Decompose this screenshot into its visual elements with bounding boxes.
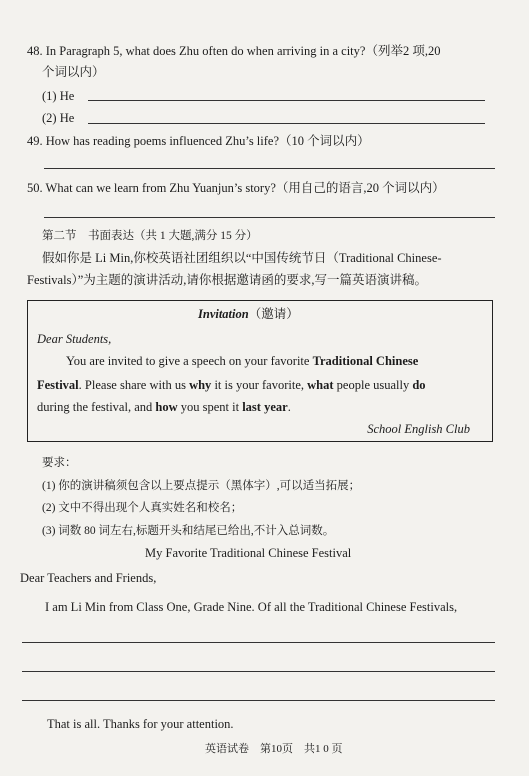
answer-50-line[interactable]	[44, 217, 495, 218]
invitation-signature: School English Club	[367, 422, 470, 436]
requirements-label: 要求：	[42, 457, 77, 469]
answer-49-line[interactable]	[44, 168, 495, 169]
essay-title: My Favorite Traditional Chinese Festival	[145, 546, 352, 560]
answer-48-1-line[interactable]	[88, 100, 485, 101]
answer-48-2-label: (2) He	[42, 111, 75, 125]
question-48: 48. In Paragraph 5, what does Zhu often do when arriving in a city?（列举2 项,20	[27, 44, 441, 58]
answer-48-2-line[interactable]	[88, 123, 485, 124]
invitation-title-en: Invitation	[198, 307, 249, 321]
question-50: 50. What can we learn from Zhu Yuanjun’s story?（用自己的语言,20 个词以内）	[27, 181, 445, 195]
invitation-text: during the festival, and	[37, 400, 156, 414]
requirement-item: (2) 文中不得出现个人真实姓名和校名；	[42, 502, 243, 514]
invitation-keyword: what	[307, 378, 334, 392]
invitation-keyword: Traditional Chinese	[312, 354, 419, 368]
invitation-box	[27, 300, 493, 442]
answer-48-1-label: (1) He	[42, 89, 75, 103]
invitation-text: people usually	[333, 378, 413, 392]
page-footer: 英语试卷 第10页 共1 0 页	[205, 743, 343, 755]
invitation-title	[198, 306, 299, 322]
invitation-text: You are invited to give a speech on your favorite	[66, 354, 313, 368]
invitation-greeting: Dear Students,	[37, 332, 112, 346]
invitation-keyword: why	[189, 378, 212, 392]
section-heading: 第二节 书面表达（共 1 大题,满分 15 分）	[42, 230, 258, 242]
writing-prompt-line-2: Festivals）”为主题的演讲活动,请你根据邀请函的要求,写一篇英语演讲稿。	[27, 273, 427, 287]
requirement-item: (3) 词数 80 词左右,标题开头和结尾已给出,不计入总词数。	[42, 525, 335, 537]
question-48-continued: 个词以内）	[42, 65, 105, 79]
essay-closing: That is all. Thanks for your attention.	[47, 717, 234, 731]
essay-greeting: Dear Teachers and Friends,	[20, 571, 157, 585]
invitation-keyword: do	[412, 378, 426, 392]
requirement-item: (1) 你的演讲稿须包含以上要点提示（黑体字）,可以适当拓展；	[42, 480, 361, 492]
invitation-line-2	[37, 377, 426, 393]
invitation-line-3	[37, 399, 291, 415]
invitation-text: you spent it	[177, 400, 243, 414]
question-49: 49. How has reading poems influenced Zhu’s life?（10 个词以内）	[27, 134, 370, 148]
invitation-line-1	[66, 353, 418, 369]
invitation-keyword: last year	[242, 400, 288, 414]
invitation-text: it is your favorite,	[211, 378, 308, 392]
writing-line[interactable]	[22, 700, 495, 701]
writing-prompt-line-1: 假如你是 Li Min,你校英语社团组织以“中国传统节日（Traditional Chinese-	[42, 251, 442, 265]
essay-opening: I am Li Min from Class One, Grade Nine. Of all the Traditional Chinese Festivals,	[45, 600, 458, 614]
writing-line[interactable]	[22, 642, 495, 643]
invitation-keyword: Festival	[37, 378, 79, 392]
invitation-text: . Please share with us	[78, 378, 190, 392]
invitation-text: .	[287, 400, 291, 414]
invitation-title-cn: （邀请）	[248, 307, 299, 321]
invitation-keyword: how	[155, 400, 178, 414]
writing-line[interactable]	[22, 671, 495, 672]
